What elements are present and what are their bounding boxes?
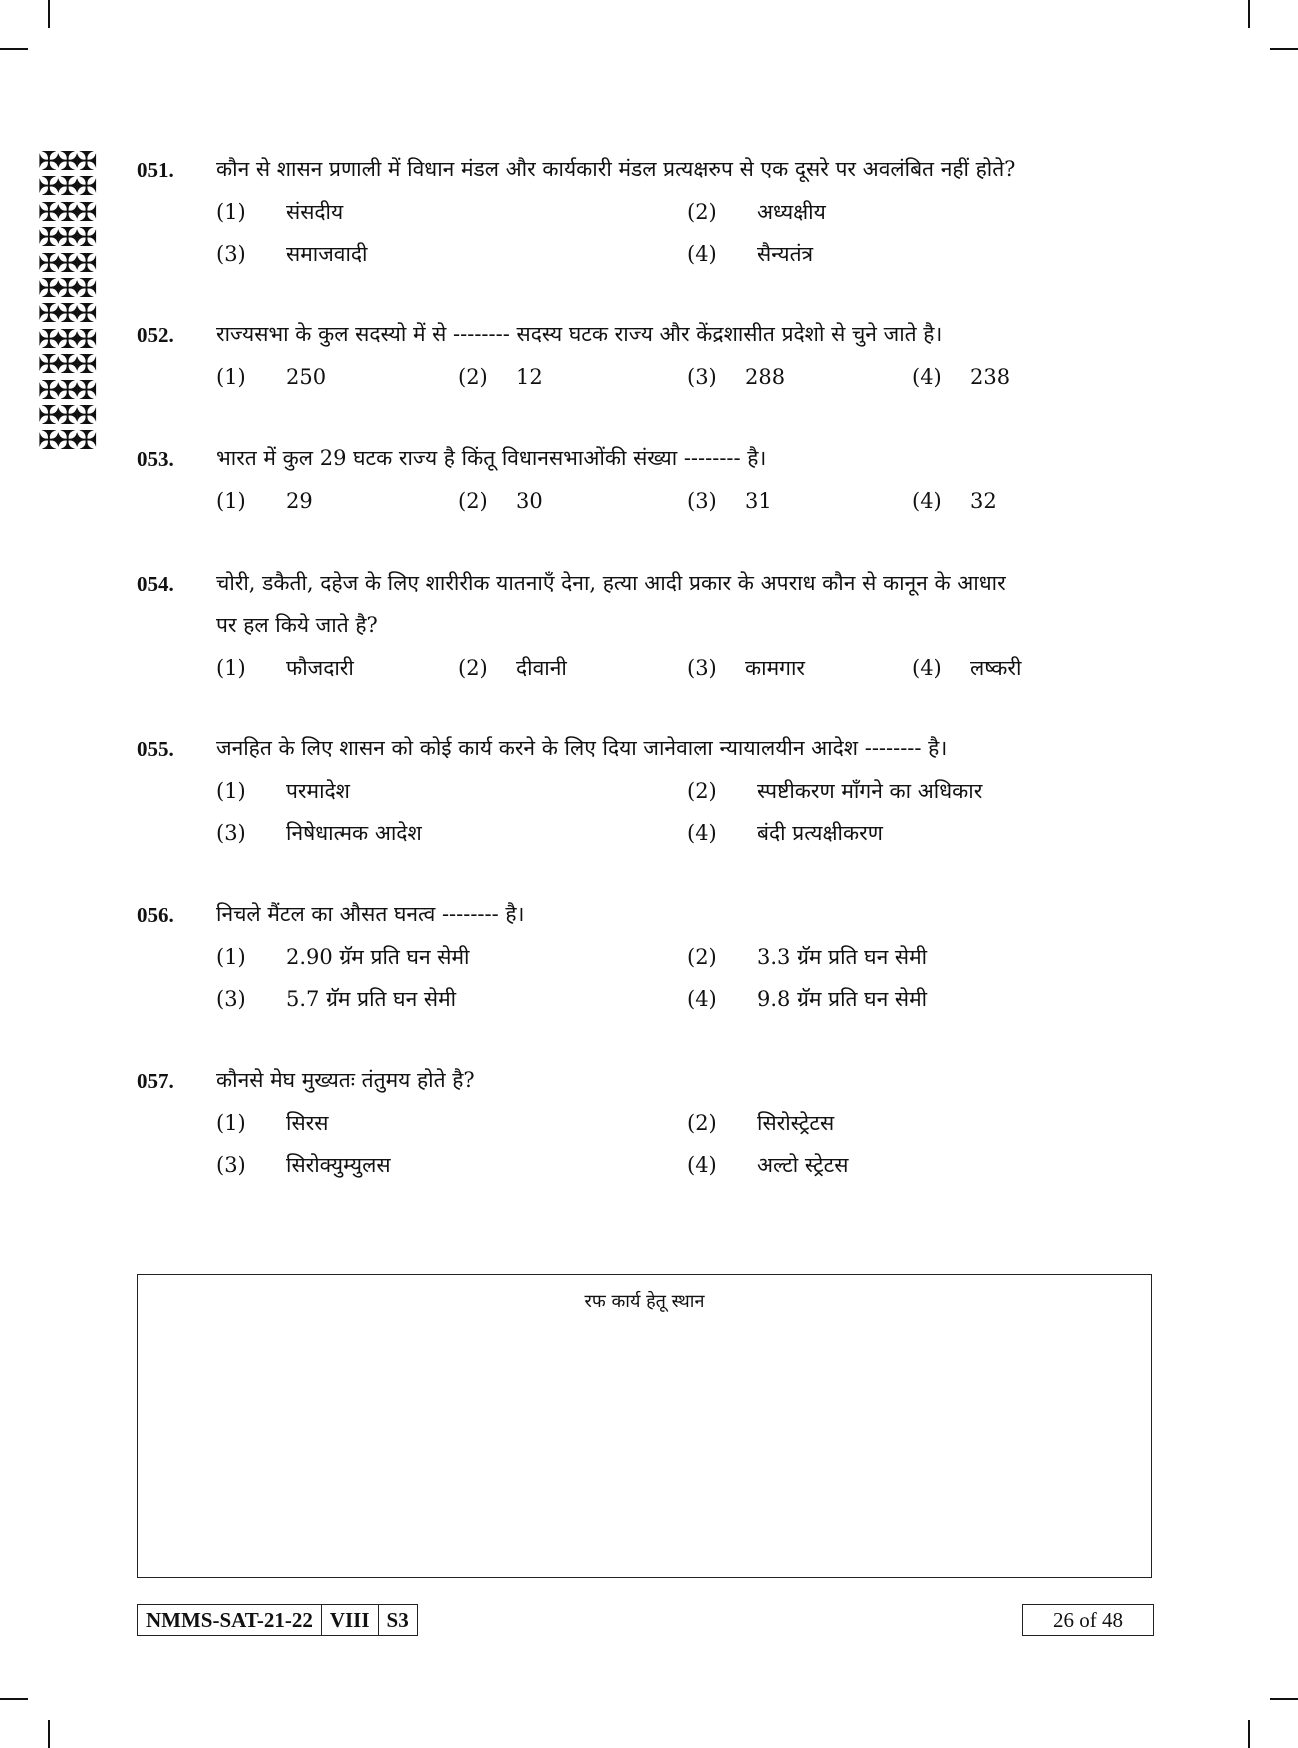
option-1[interactable]: (1) संसदीय	[216, 200, 344, 224]
question-052	[137, 314, 1157, 398]
crop-mark	[1248, 0, 1250, 28]
option-4[interactable]: (4) सैन्यतंत्र	[687, 242, 814, 266]
question-text: कौन से शासन प्रणाली में विधान मंडल और कार्यकारी मंडल प्रत्यक्षरुप से एक दूसरे पर अवलंबित नहीं होते?	[216, 157, 1016, 181]
crop-mark	[1248, 1720, 1250, 1748]
option-4[interactable]: (4) 9.8 ग्रॅम प्रति घन सेमी	[687, 987, 928, 1011]
option-3[interactable]: (3) 31	[687, 489, 772, 513]
option-1[interactable]: (1) 29	[216, 489, 313, 513]
question-text-line-2: पर हल किये जाते है?	[216, 613, 378, 637]
crop-mark	[1270, 1698, 1298, 1700]
option-2[interactable]: (2) सिरोस्ट्रेटस	[687, 1111, 835, 1135]
option-3[interactable]: (3) 288	[687, 365, 786, 389]
crop-mark	[0, 48, 28, 50]
question-number: 054.	[137, 572, 174, 596]
exam-code: NMMS-SAT-21-22	[138, 1605, 322, 1635]
crop-mark	[1270, 48, 1298, 50]
rough-work-title: रफ कार्य हेतू स्थान	[584, 1291, 705, 1312]
option-1[interactable]: (1) 250	[216, 365, 327, 389]
option-3[interactable]: (3) सिरोक्युम्युलस	[216, 1153, 391, 1177]
crop-mark	[48, 0, 50, 28]
option-4[interactable]: (4) लष्करी	[912, 656, 1022, 680]
option-4[interactable]: (4) अल्टो स्ट्रेटस	[687, 1153, 849, 1177]
rough-work-box[interactable]	[137, 1274, 1152, 1578]
question-text: निचले मैंटल का औसत घनत्व -------- है।	[216, 902, 525, 926]
option-3[interactable]: (3) 5.7 ग्रॅम प्रति घन सेमी	[216, 987, 457, 1011]
option-2[interactable]: (2) दीवानी	[458, 656, 567, 680]
question-056	[137, 894, 1157, 1020]
option-2[interactable]: (2) 30	[458, 489, 543, 513]
class-label: VIII	[322, 1605, 379, 1635]
option-4[interactable]: (4) 238	[912, 365, 1011, 389]
question-057	[137, 1060, 1157, 1186]
decorative-cross-column: ✠✠✠✠✠✠✠✠✠✠✠✠✠✠✠✠✠✠✠✠✠✠✠✠✠✠✠✠✠✠✠✠✠✠✠✠	[38, 147, 95, 457]
option-1[interactable]: (1) सिरस	[216, 1111, 329, 1135]
page-number: 26 of 48	[1022, 1604, 1154, 1636]
question-053	[137, 438, 1157, 522]
crop-mark	[48, 1720, 50, 1748]
question-text: जनहित के लिए शासन को कोई कार्य करने के लिए दिया जानेवाला न्यायालयीन आदेश -------- है।	[216, 736, 948, 760]
question-054	[137, 563, 1157, 689]
set-label: S3	[386, 1608, 409, 1632]
option-1[interactable]: (1) फौजदारी	[216, 656, 354, 680]
option-2[interactable]: (2) 12	[458, 365, 543, 389]
question-number: 051.	[137, 158, 174, 182]
crop-mark	[0, 1698, 28, 1700]
option-1[interactable]: (1) परमादेश	[216, 779, 350, 803]
question-text-line-1: चोरी, डकैती, दहेज के लिए शारीरीक यातनाएँ देना, हत्या आदी प्रकार के अपराध कौन से कानून के आधार	[216, 571, 1006, 595]
question-number: 052.	[137, 323, 174, 347]
option-2[interactable]: (2) 3.3 ग्रॅम प्रति घन सेमी	[687, 945, 928, 969]
exam-code-box	[137, 1604, 418, 1636]
option-2[interactable]: (2) स्पष्टीकरण माँगने का अधिकार	[687, 779, 983, 803]
question-051	[137, 149, 1157, 275]
question-text: कौनसे मेघ मुख्यतः तंतुमय होते है?	[216, 1068, 475, 1092]
question-055	[137, 728, 1157, 854]
option-3[interactable]: (3) समाजवादी	[216, 242, 368, 266]
option-1[interactable]: (1) 2.90 ग्रॅम प्रति घन सेमी	[216, 945, 470, 969]
option-3[interactable]: (3) कामगार	[687, 656, 805, 680]
option-3[interactable]: (3) निषेधात्मक आदेश	[216, 821, 422, 845]
option-2[interactable]: (2) अध्यक्षीय	[687, 200, 826, 224]
question-number: 057.	[137, 1069, 174, 1093]
option-4[interactable]: (4) 32	[912, 489, 997, 513]
question-text: राज्यसभा के कुल सदस्यो में से -------- सदस्य घटक राज्य और केंद्रशासीत प्रदेशो से चुने जाते है।	[216, 322, 943, 346]
question-number: 056.	[137, 903, 174, 927]
option-4[interactable]: (4) बंदी प्रत्यक्षीकरण	[687, 821, 883, 845]
question-number: 055.	[137, 737, 174, 761]
question-text: भारत में कुल 29 घटक राज्य है किंतू विधानसभाओंकी संख्या -------- है।	[216, 446, 767, 470]
question-number: 053.	[137, 447, 174, 471]
